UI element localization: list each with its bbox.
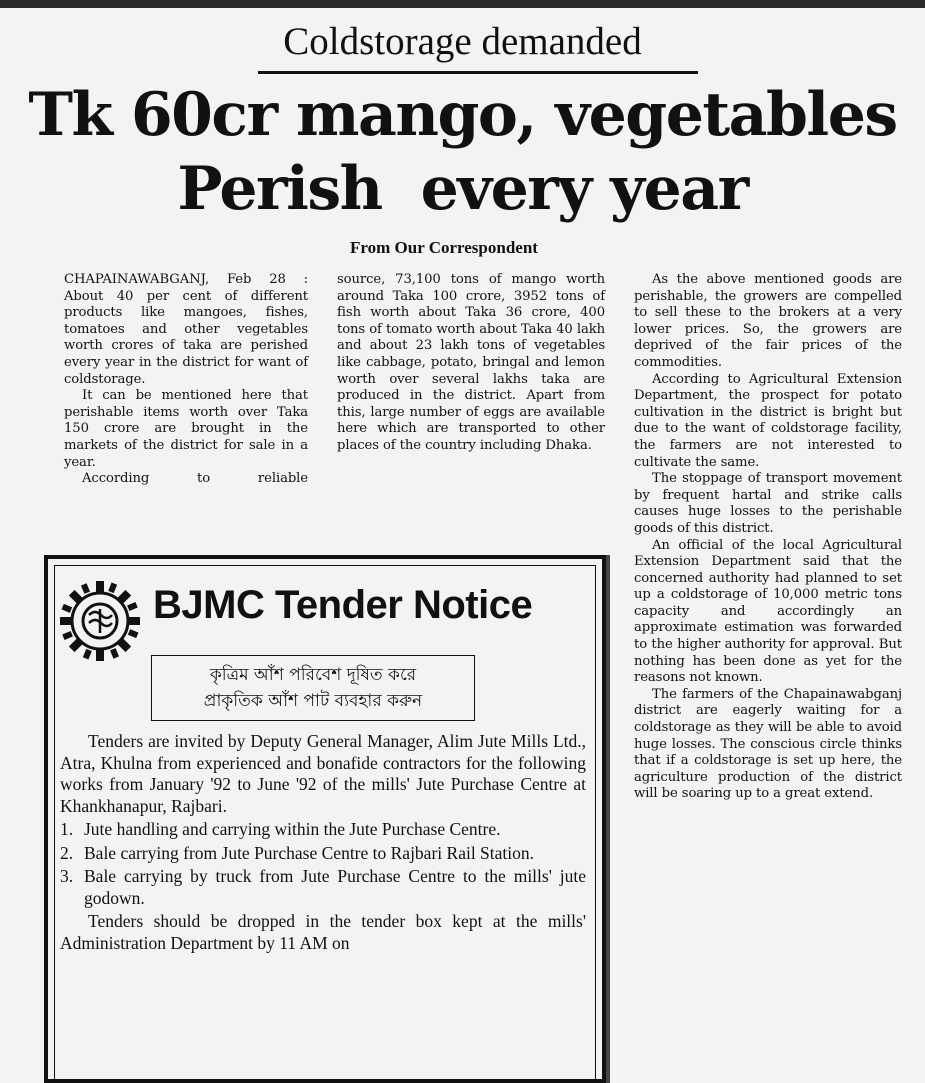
tender-notice-ad: [44, 555, 606, 1083]
article-paragraph: As the above mentioned goods are perishable, the growers are compelled to sell these to the brokers at a very lower prices. So, the growers are deprived of the fair prices of the commodities.: [634, 272, 902, 370]
list-item-text: Bale carrying from Jute Purchase Centre to Rajbari Rail Station.: [84, 842, 535, 863]
article-paragraph: CHAPAINAWABGANJ, Feb 28 : About 40 per cent of different products like mangoes, fishes, tomatoes and other vegetables worth crores of taka are perished every year in the district for want of coldstorage.: [64, 272, 308, 387]
bengali-slogan-line-2: প্রাকৃতিক আঁশ পাট ব্যবহার করুন: [203, 691, 423, 711]
article-paragraph: According to reliable: [82, 471, 308, 487]
article-paragraph: The farmers of the Chapainawabganj district are eagerly waiting for a coldstorage as they will be able to avoid huge losses. The conscious circle thinks that if a coldstorage is set up here, the agriculture production of the district will be soaring up to a great extend.: [634, 686, 902, 802]
ad-body: [60, 731, 586, 954]
kicker-underline: [258, 71, 698, 74]
kicker-headline: Coldstorage demanded: [283, 20, 642, 63]
list-item-number: 1.: [60, 819, 74, 839]
list-item: [60, 843, 586, 865]
article-column-3: [634, 272, 902, 803]
list-item-number: 3.: [60, 866, 74, 886]
article-paragraph: It can be mentioned here that perishable items worth over Taka 150 crore are brought in the markets of the district for sale in a year.: [64, 388, 308, 470]
list-item-text: Bale carrying by truck from Jute Purchase Centre to the mills' jute godown.: [84, 866, 586, 908]
ad-intro: Tenders are invited by Deputy General Manager, Alim Jute Mills Ltd., Atra, Khulna from experienced and bonafide contractors for the following works from January '92 to June '92 of the mills' Jute Purchase Centre at Khankhanapur, Rajbari.: [60, 731, 586, 816]
article-column-2: [337, 272, 605, 455]
bengali-slogan-line-1: কৃত্রিম আঁশ পরিবেশ দূষিত করে: [209, 665, 417, 685]
bengali-slogan-box: [151, 655, 475, 721]
article-paragraph: An official of the local Agricultural Extension Department said that the concerned authority had planned to set up a coldstorage of 10,000 metric tons capacity and accordingly an approximate estimation was forwarded to the higher authority for approval. But nothing has been done as yet for the reasons not known.: [634, 537, 902, 686]
article-paragraph: source, 73,100 tons of mango worth around Taka 100 crore, 3952 tons of fish worth about Taka 36 crore, 400 tons of tomato worth about Taka 40 lakh and about 23 lakh tons of vegetables like cabbage, potato, bringal and lemon worth over several lakhs taka are produced in the district. Apart from this, large number of eggs are available here which are transported to other places of the country including Dhaka.: [337, 272, 605, 453]
list-item: [60, 866, 586, 909]
main-headline: [0, 78, 925, 226]
bjmc-cogwheel-logo-icon: [56, 577, 144, 665]
ad-closing: Tenders should be dropped in the tender box kept at the mills' Administration Department by 11 AM on: [60, 911, 586, 953]
list-item: [60, 819, 586, 841]
headline-line-2: Perish every year: [177, 154, 748, 224]
top-border: [0, 0, 925, 8]
list-item-number: 2.: [60, 842, 74, 863]
list-item-text: Jute handling and carrying within the Jute Purchase Centre.: [84, 819, 501, 839]
article-column-1: [64, 272, 308, 488]
article-paragraph: According to Agricultural Extension Department, the prospect for potato cultivation in the district is bright but due to the want of coldstorage facility, the farmers are not interested to cultivate the same.: [634, 371, 902, 470]
article-paragraph: The stoppage of transport movement by frequent hartal and strike calls causes huge losses to the perishable goods of this district.: [634, 471, 902, 536]
ad-title: BJMC Tender Notice: [153, 583, 533, 627]
headline-line-1: Tk 60cr mango, vegetables: [28, 80, 897, 150]
byline: From Our Correspondent: [350, 238, 538, 257]
